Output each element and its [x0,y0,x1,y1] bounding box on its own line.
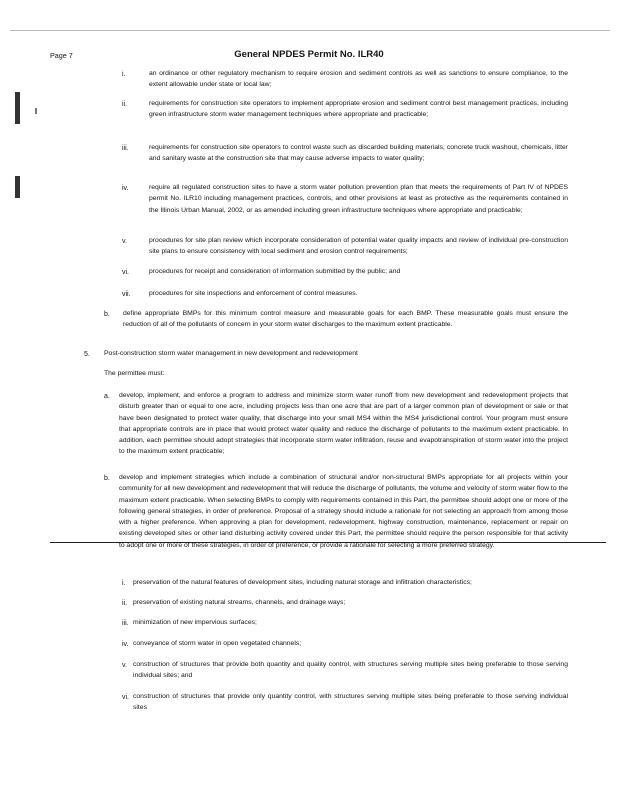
list-item-text: requirements for construction site operators to implement appropriate erosion and sediment control best management practices, including green infrastructure storm water management techniques where appropriate and practicable; [149,100,568,119]
list-item-number: vi. [122,694,129,701]
item-5b-text: develop and implement strategies which include a combination of structural and/or non-structural BMPs appropriate for all projects within your community for all new development and redevelopment that will reduce the discharge of pollutants, the volume and velocity of storm water flow to the maximum extent practicable. When selecting BMPs to comply with requirements contained in this Part, the permittee should adopt one or more of the following general strategies, in order of preference. Proposal of a strategy should include a rationale for not selecting an approach from among those with a higher preference. When approving a plan for development, redevelopment, highway construction, maintenance, replacement or repair on existing developed sites or other land disturbing activity covered under this Part, the permittee should require the person responsible for that activity to adopt one or more of these strategies, in order of preference, or provide a rationale for selecting a more preferred strategy. [119,474,568,549]
scan-line [50,542,606,543]
list-item-text: procedures for site plan review which incorporate consideration of potential water quality impacts and review of individual pre-construction site plans to ensure consistency with local sediment and erosion control requirements; [149,237,568,256]
list-item-text: requirements for construction site operators to control waste such as discarded building materials, concrete truck washout, chemicals, litter and sanitary waste at the construction site that may cause adverse impacts to water quality; [149,144,568,163]
list-item-number: v. [122,662,127,669]
list-item-text: procedures for site inspections and enforcement of control measures. [149,290,358,297]
list-item-number: iii. [122,145,129,152]
list-item-text: preservation of existing natural streams, channels, and drainage ways; [133,599,346,606]
list-item-number: i. [122,71,126,78]
list-item-text: require all regulated construction sites to have a storm water pollution prevention plan that meets the requirements of Part IV of NPDES permit No. ILR10 including management practices, controls, and other provisions at least as protective as the requirements contained in the Illinois Urban Manual, 2002, or as amended including green infrastructure techniques where appropriate and practicable; [149,184,568,214]
section-number: 5. [84,351,90,358]
list-item-text: an ordinance or other regulatory mechanism to require erosion and sediment controls as well as sanctions to ensure compliance, to the extent allowable under state or local law; [149,70,568,89]
scan-mark-top [10,30,610,31]
list-item-text: preservation of the natural features of development sites, including natural storage and infiltration characteristics; [133,579,472,586]
list-item-number: i. [122,580,126,587]
list-item-number: ii. [122,101,128,108]
section-heading: Post-construction storm water management in new development and redevelopment [104,350,358,357]
list-item-text: construction of structures that provide both quantity and quality control, with structures serving multiple sites being preferable to those serving individual sites; and [133,661,568,680]
list-item-text: procedures for receipt and consideration of information submitted by the public; and [149,268,401,275]
list-item-number: vii. [122,291,131,298]
list-item-number: vi. [122,269,129,276]
document-title: General NPDES Permit No. ILR40 [234,49,384,60]
scan-mark-left-3 [35,108,37,114]
list-item-text: conveyance of storm water in open vegetated channels; [133,640,302,647]
list-item-text: construction of structures that provide only quantity control, with structures serving multiple sites being preferable to those serving individual sites [133,693,568,712]
scan-mark-left-2 [15,176,20,198]
list-item-text: minimization of new impervious surfaces; [133,619,257,626]
list-item-number: iii. [122,620,129,627]
list-item-number: ii. [122,600,128,607]
scan-mark-left-1 [15,92,20,124]
item-5b-number: b. [104,475,110,482]
list-item-number: iv. [122,641,129,648]
item-5a-text: develop, implement, and enforce a program to address and minimize storm water runoff from new development and redevelopment projects that disturb greater than or equal to one acre, including projects less than one acre that are part of a larger common plan of development or sale or that have been designated to protect water quality, that discharge into your small MS4 within the MS4 jurisdictional control. Your program must ensure that appropriate controls are in place that would protect water quality and reduce the discharge of pollutants to the maximum extent practicable. In addition, each permittee should adopt strategies that incorporate storm water infiltration, reuse and evapotranspiration of storm water into the project to the maximum extent practicable; [119,392,568,456]
page-label: Page 7 [50,51,73,60]
item-b-number: b. [104,311,110,318]
item-b-text: define appropriate BMPs for this minimum control measure and measurable goals for each BMP. These measurable goals must ensure the reduction of all of the pollutants of concern in your storm water discharges to the maximum extent practicable. [123,310,568,329]
section-intro: The permittee must: [104,370,165,377]
item-5a-number: a. [104,393,110,400]
list-item-number: v. [122,238,127,245]
list-item-number: iv. [122,185,129,192]
